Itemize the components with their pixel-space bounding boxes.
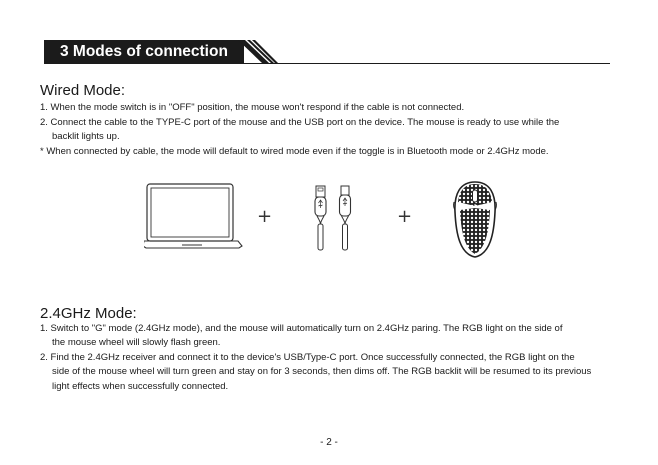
usb-cable-icon [312,184,354,252]
plus-sign-2: + [397,206,413,227]
wired-line-2-cont: backlit lights up. [52,131,120,142]
ghz-line-2-cont-2: light effects when successfully connected. [52,381,229,392]
section-header [44,40,244,64]
ghz-line-2: 2. Find the 2.4GHz receiver and connect it to the device's USB/Type-C port. Once successfully connected, the RGB light on the [40,352,575,363]
section-header-title: 3 Modes of connection [60,43,228,60]
wired-mode-title: Wired Mode: [40,82,126,99]
wired-note: * When connected by cable, the mode will default to wired mode even if the toggle is in Bluetooth mode or 2.4GHz mode. [40,146,549,157]
ghz-line-1-cont: the mouse wheel will slowly flash green. [52,337,221,348]
page-number: - 2 - [320,437,338,448]
ghz-line-1: 1. Switch to "G" mode (2.4GHz mode), and the mouse will automatically turn on 2.4GHz paring. The RGB light on the side of [40,323,563,334]
header-stripes-decoration [238,37,278,65]
wired-line-2: 2. Connect the cable to the TYPE-C port of the mouse and the USB port on the device. The mouse is ready to use while the [40,117,560,128]
laptop-icon [144,183,244,250]
header-rule [44,63,610,64]
plus-sign-1: + [257,206,273,227]
ghz-mode-title: 2.4GHz Mode: [40,305,137,322]
wired-line-1: 1. When the mode switch is in "OFF" position, the mouse won't respond if the cable is not connected. [40,102,465,113]
mouse-icon [450,180,500,260]
ghz-line-2-cont: side of the mouse wheel will turn green and stay on for 3 seconds, then dims off. The RGB backlit will be resumed to its previous [52,366,592,377]
